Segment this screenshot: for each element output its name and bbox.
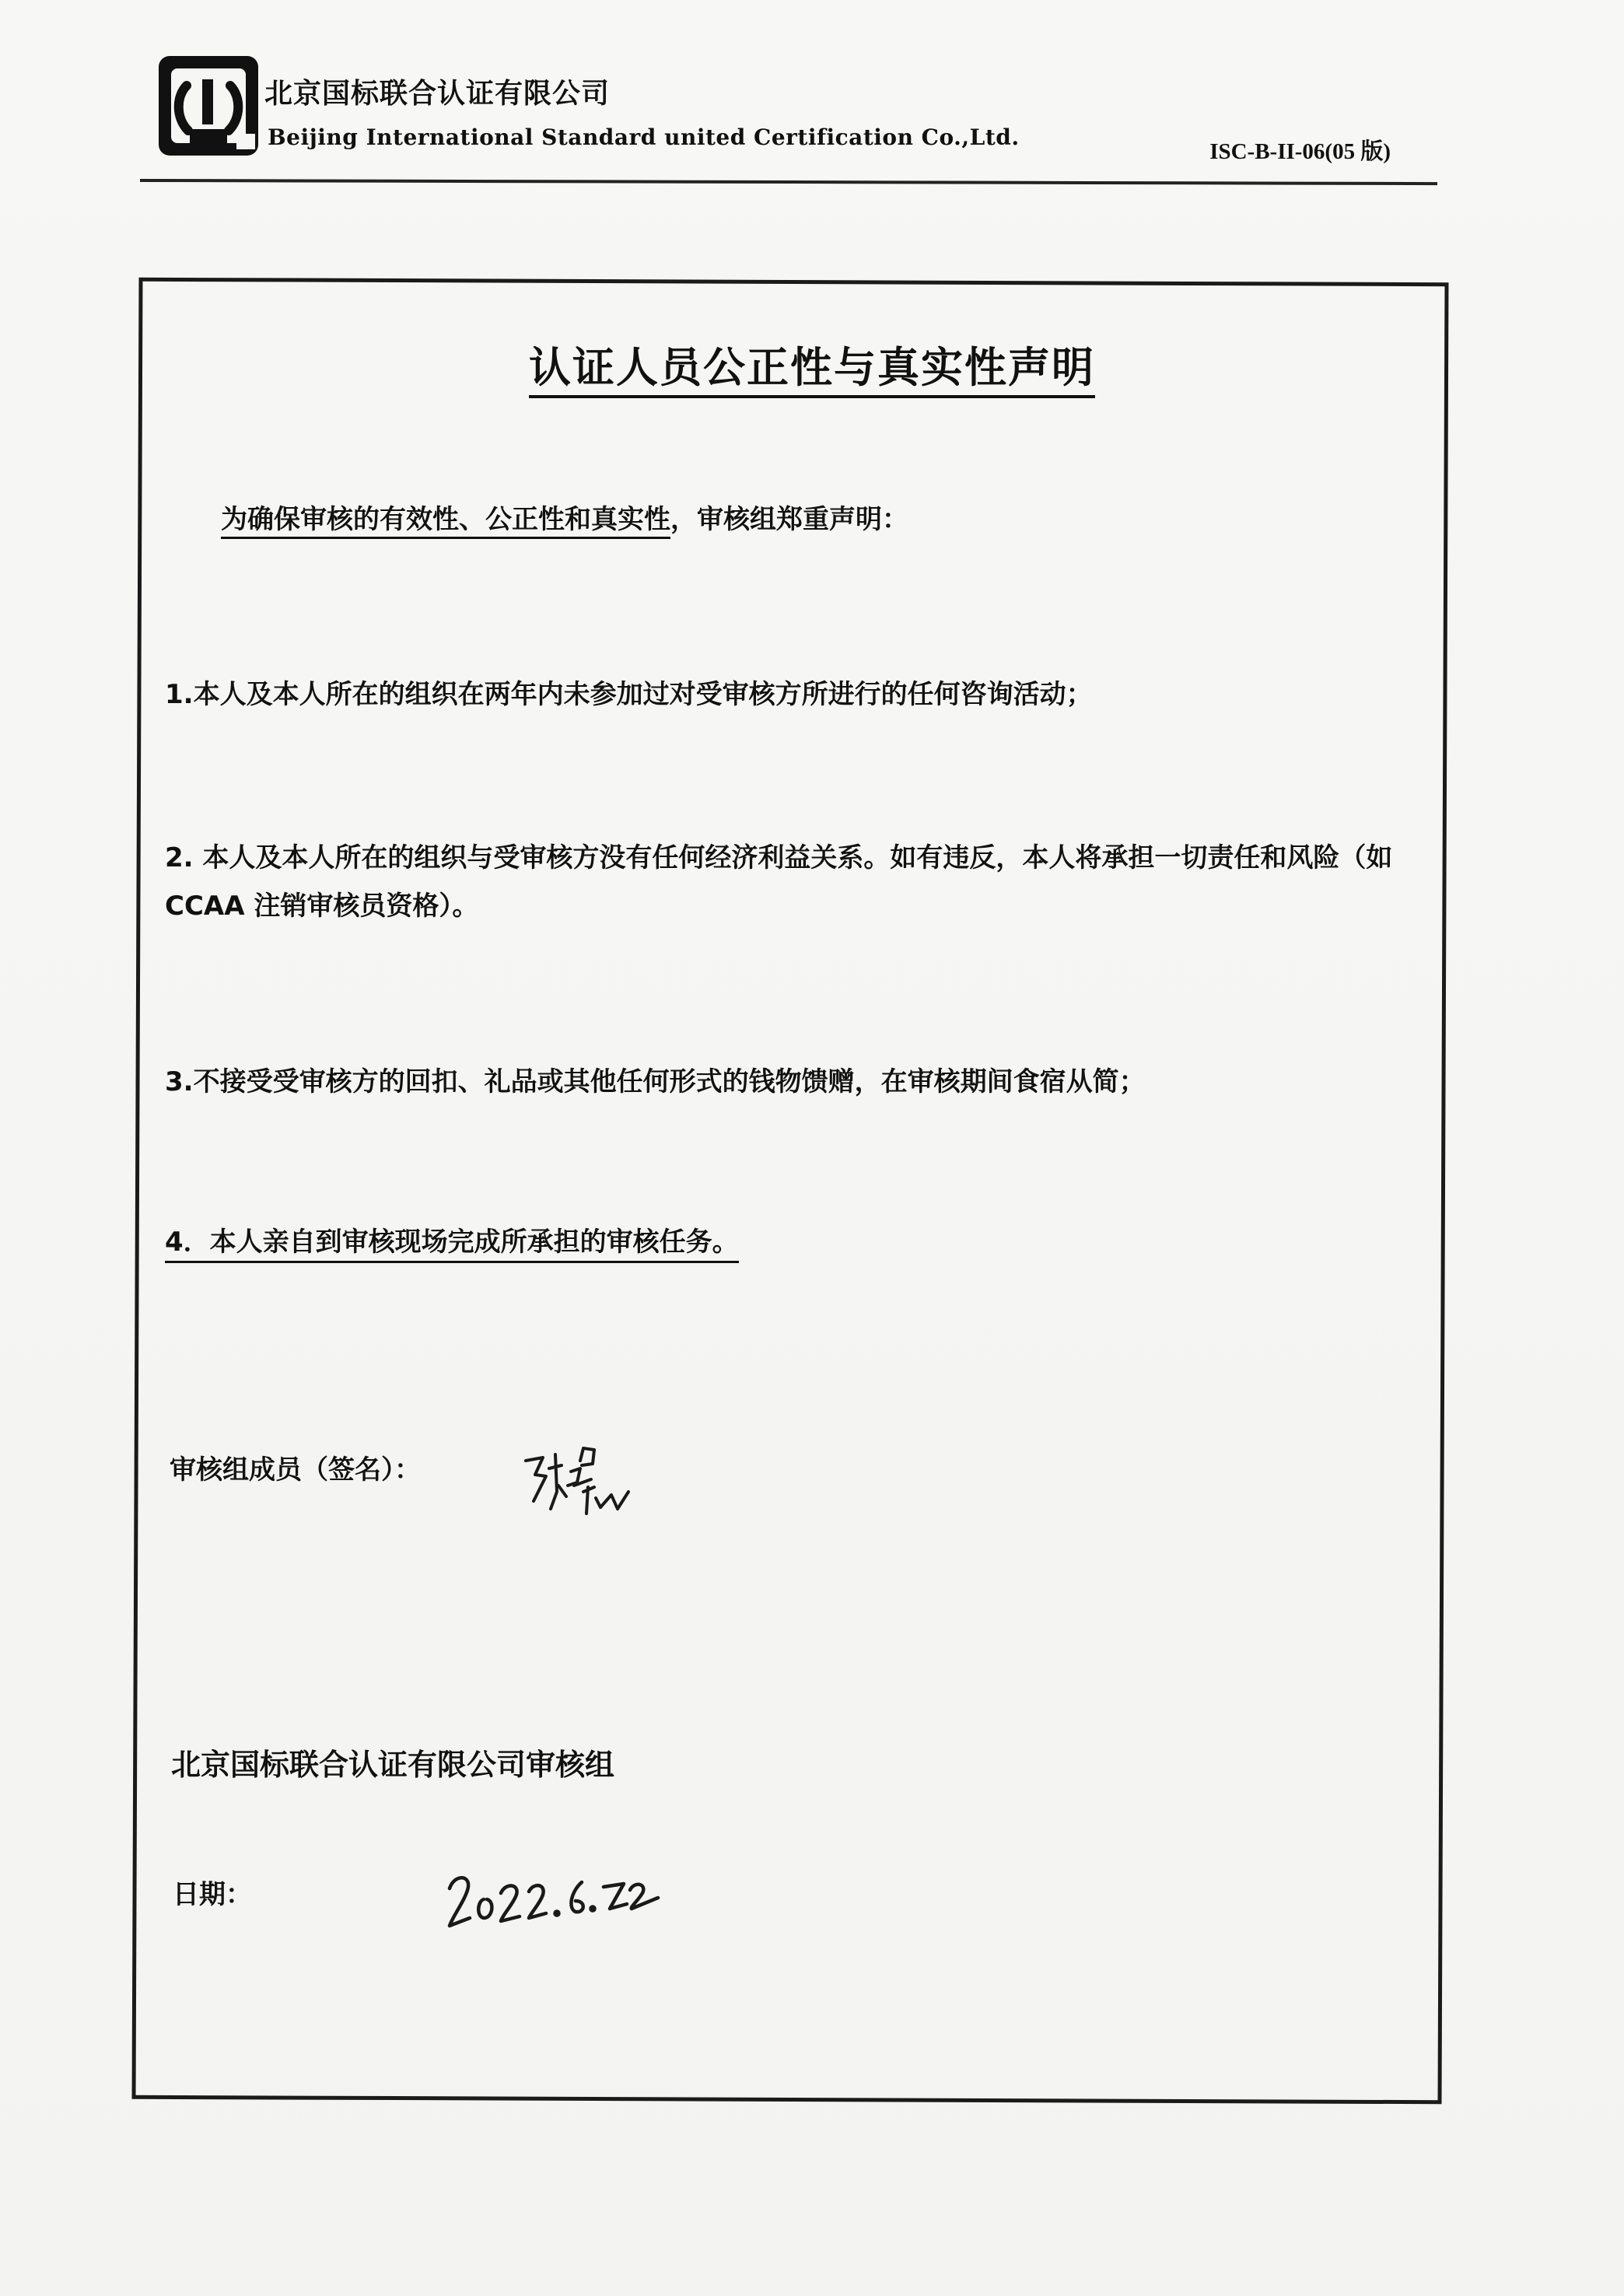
clause-1: 1.本人及本人所在的组织在两年内未参加过对受审核方所进行的任何咨询活动； bbox=[165, 679, 1093, 710]
date-label: 日期： bbox=[173, 1879, 252, 1910]
clause-2: 2. 本人及本人所在的组织与受审核方没有任何经济利益关系。如有违反，本人将承担一切责任和风险（如 CCAA 注销审核员资格）。 bbox=[165, 842, 1393, 922]
handwritten-date bbox=[443, 1851, 677, 1937]
declaration-title bbox=[0, 334, 1624, 394]
intro-rest-text: ，审核组郑重声明： bbox=[670, 504, 908, 535]
document-code: ISC-B-II-06(05 版) bbox=[1209, 139, 1391, 164]
clause-3: 3.不接受受审核方的回扣、礼品或其他任何形式的钱物馈赠，在审核期间食宿从简； bbox=[165, 1066, 1146, 1097]
handwritten-signature bbox=[520, 1437, 644, 1531]
clause-4-text: 4．本人亲自到审核现场完成所承担的审核任务。 bbox=[165, 1227, 739, 1263]
clause-4 bbox=[165, 1218, 739, 1266]
header-divider bbox=[140, 179, 1437, 185]
company-name-cn: 北京国标联合认证有限公司 bbox=[264, 78, 611, 110]
declaration-intro bbox=[221, 498, 908, 536]
company-name-en: Beijing International Standard united Certification Co.,Ltd. bbox=[268, 124, 1020, 150]
signature-label: 审核组成员（签名）： bbox=[170, 1454, 421, 1486]
audit-team-label: 北京国标联合认证有限公司审核组 bbox=[171, 1748, 615, 1782]
bisc-logo-icon bbox=[156, 53, 261, 159]
declaration-frame bbox=[132, 278, 1449, 2104]
declaration-title-text: 认证人员公正性与真实性声明 bbox=[529, 343, 1095, 398]
intro-underlined-text: 为确保审核的有效性、公正性和真实性 bbox=[221, 504, 670, 539]
